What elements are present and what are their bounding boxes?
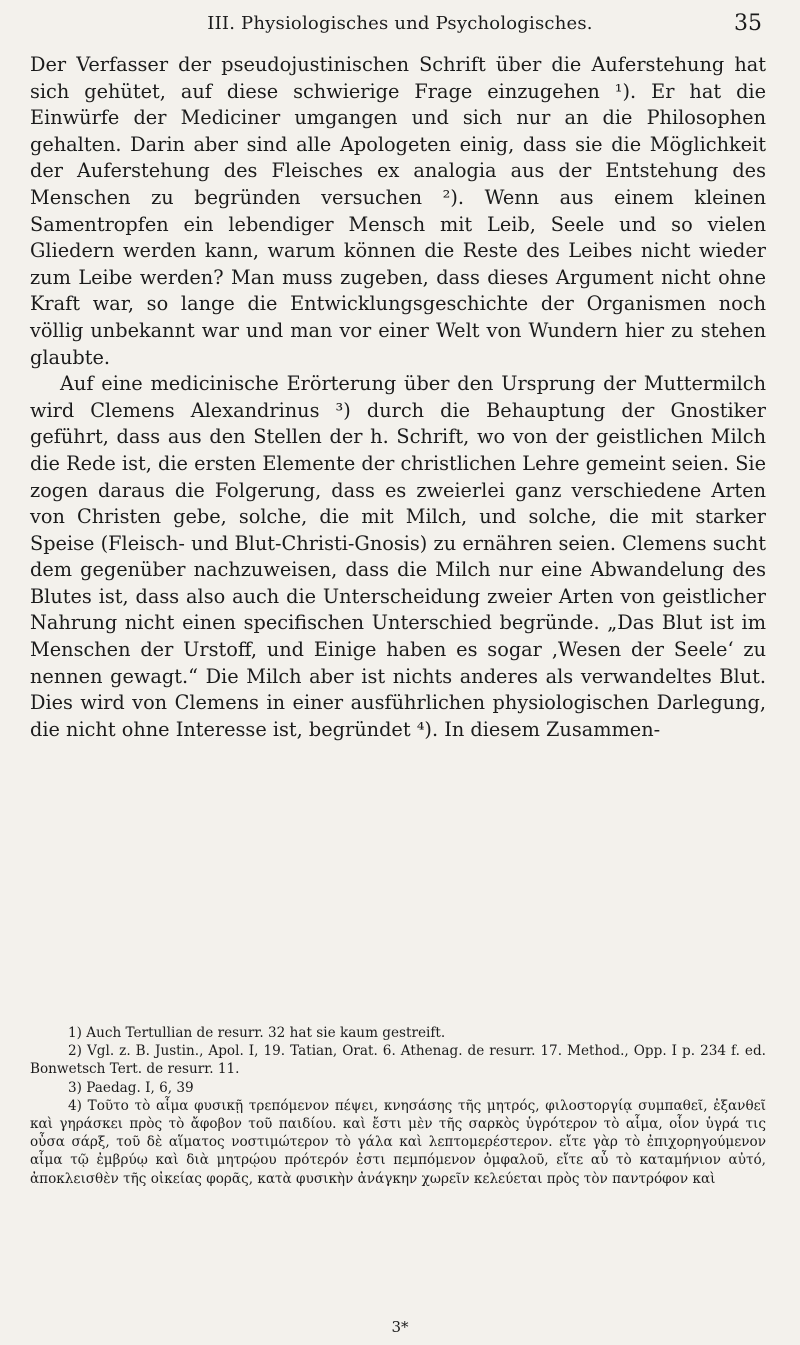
page-number: 35	[734, 10, 762, 36]
footnote: 2) Vgl. z. B. Justin., Apol. I, 19. Tatian, Orat. 6. Athenag. de resurr. 17. Method., Opp. I p. 234 f. ed. Bonwetsch Tert. de resurr. 11.	[30, 1043, 766, 1078]
footnote: 4) Τοῦτο τὸ αἷμα φυσικῇ τρεπόμενον πέψει, κνησάσης τῆς μητρός, φιλοστοργίᾳ συμπαθεῖ, ἐξανθεῖ καὶ γηράσκει πρὸς τὸ ἄφοβον τοῦ παιδίου. καὶ ἔστι μὲν τῆς σαρκὸς ὑγρότερον τὸ αἷμα, οἷον ὑγρά τις οὖσα σάρξ, τοῦ δὲ αἵματος νοστιμώτερον τὸ γάλα καὶ λεπτομερέστερον. εἴτε γὰρ τὸ ἐπιχορηγούμενον αἷμα τῷ ἐμβρύῳ καὶ διὰ μητρῴου πρότερόν ἐστι πεμπόμενον ὀμφαλοῦ, εἴτε αὖ τὸ καταμήνιον αὐτό, ἀποκλεισθὲν τῆς οἰκείας φορᾶς, κατὰ φυσικὴν ἀνάγκην χωρεῖν κελεύεται πρὸς τὸν παντρόφον καὶ	[30, 1097, 766, 1187]
footnotes	[30, 1024, 766, 1188]
main-text	[30, 52, 766, 743]
paragraph: Der Verfasser der pseudojustinischen Schrift über die Auferstehung hat sich gehütet, auf diese schwierige Frage einzugehen ¹). Er hat die Einwürfe der Mediciner umgangen und sich nur an die Philosophen gehalten. Darin aber sind alle Apologeten einig, dass sie die Möglichkeit der Auferstehung des Fleisches ex analogia aus der Entstehung des Menschen zu begründen versuchen ²). Wenn aus einem kleinen Samentropfen ein lebendiger Mensch mit Leib, Seele und so vielen Gliedern werden kann, warum können die Reste des Leibes nicht wieder zum Leibe werden? Man muss zugeben, dass dieses Argument nicht ohne Kraft war, so lange die Entwicklungsgeschichte der Organismen noch völlig unbekannt war und man vor einer Welt von Wundern hier zu stehen glaubte.	[30, 53, 766, 369]
paragraph: Auf eine medicinische Erörterung über den Ursprung der Muttermilch wird Clemens Alexandrinus ³) durch die Behauptung der Gnostiker geführt, dass aus den Stellen der h. Schrift, wo von der geistlichen Milch die Rede ist, die ersten Elemente der christlichen Lehre gemeint seien. Sie zogen daraus die Folgerung, dass es zweierlei ganz verschiedene Arten von Christen gebe, solche, die mit Milch, und solche, die mit starker Speise (Fleisch- und Blut-Christi-Gnosis) zu ernähren seien. Clemens sucht dem gegenüber nachzuweisen, dass die Milch nur eine Abwandelung des Blutes ist, dass also auch die Unterscheidung zweier Arten von geistlicher Nahrung nicht einen specifischen Unterschied begründe. „Das Blut ist im Menschen der Urstoff, und Einige haben es sogar ‚Wesen der Seele‘ zu nennen gewagt.“ Die Milch aber ist nichts anderes als verwandeltes Blut. Dies wird von Clemens in einer ausführlichen physiologischen Darlegung, die nicht ohne Interesse ist, begründet ⁴). In diesem Zusammen-	[30, 372, 766, 741]
running-header	[30, 6, 770, 40]
running-title: III. Physiologisches und Psychologisches.	[207, 12, 593, 34]
footnote: 1) Auch Tertullian de resurr. 32 hat sie kaum gestreift.	[68, 1025, 446, 1041]
signature-mark: 3*	[391, 1318, 409, 1336]
footnote: 3) Paedag. I, 6, 39	[68, 1079, 194, 1096]
